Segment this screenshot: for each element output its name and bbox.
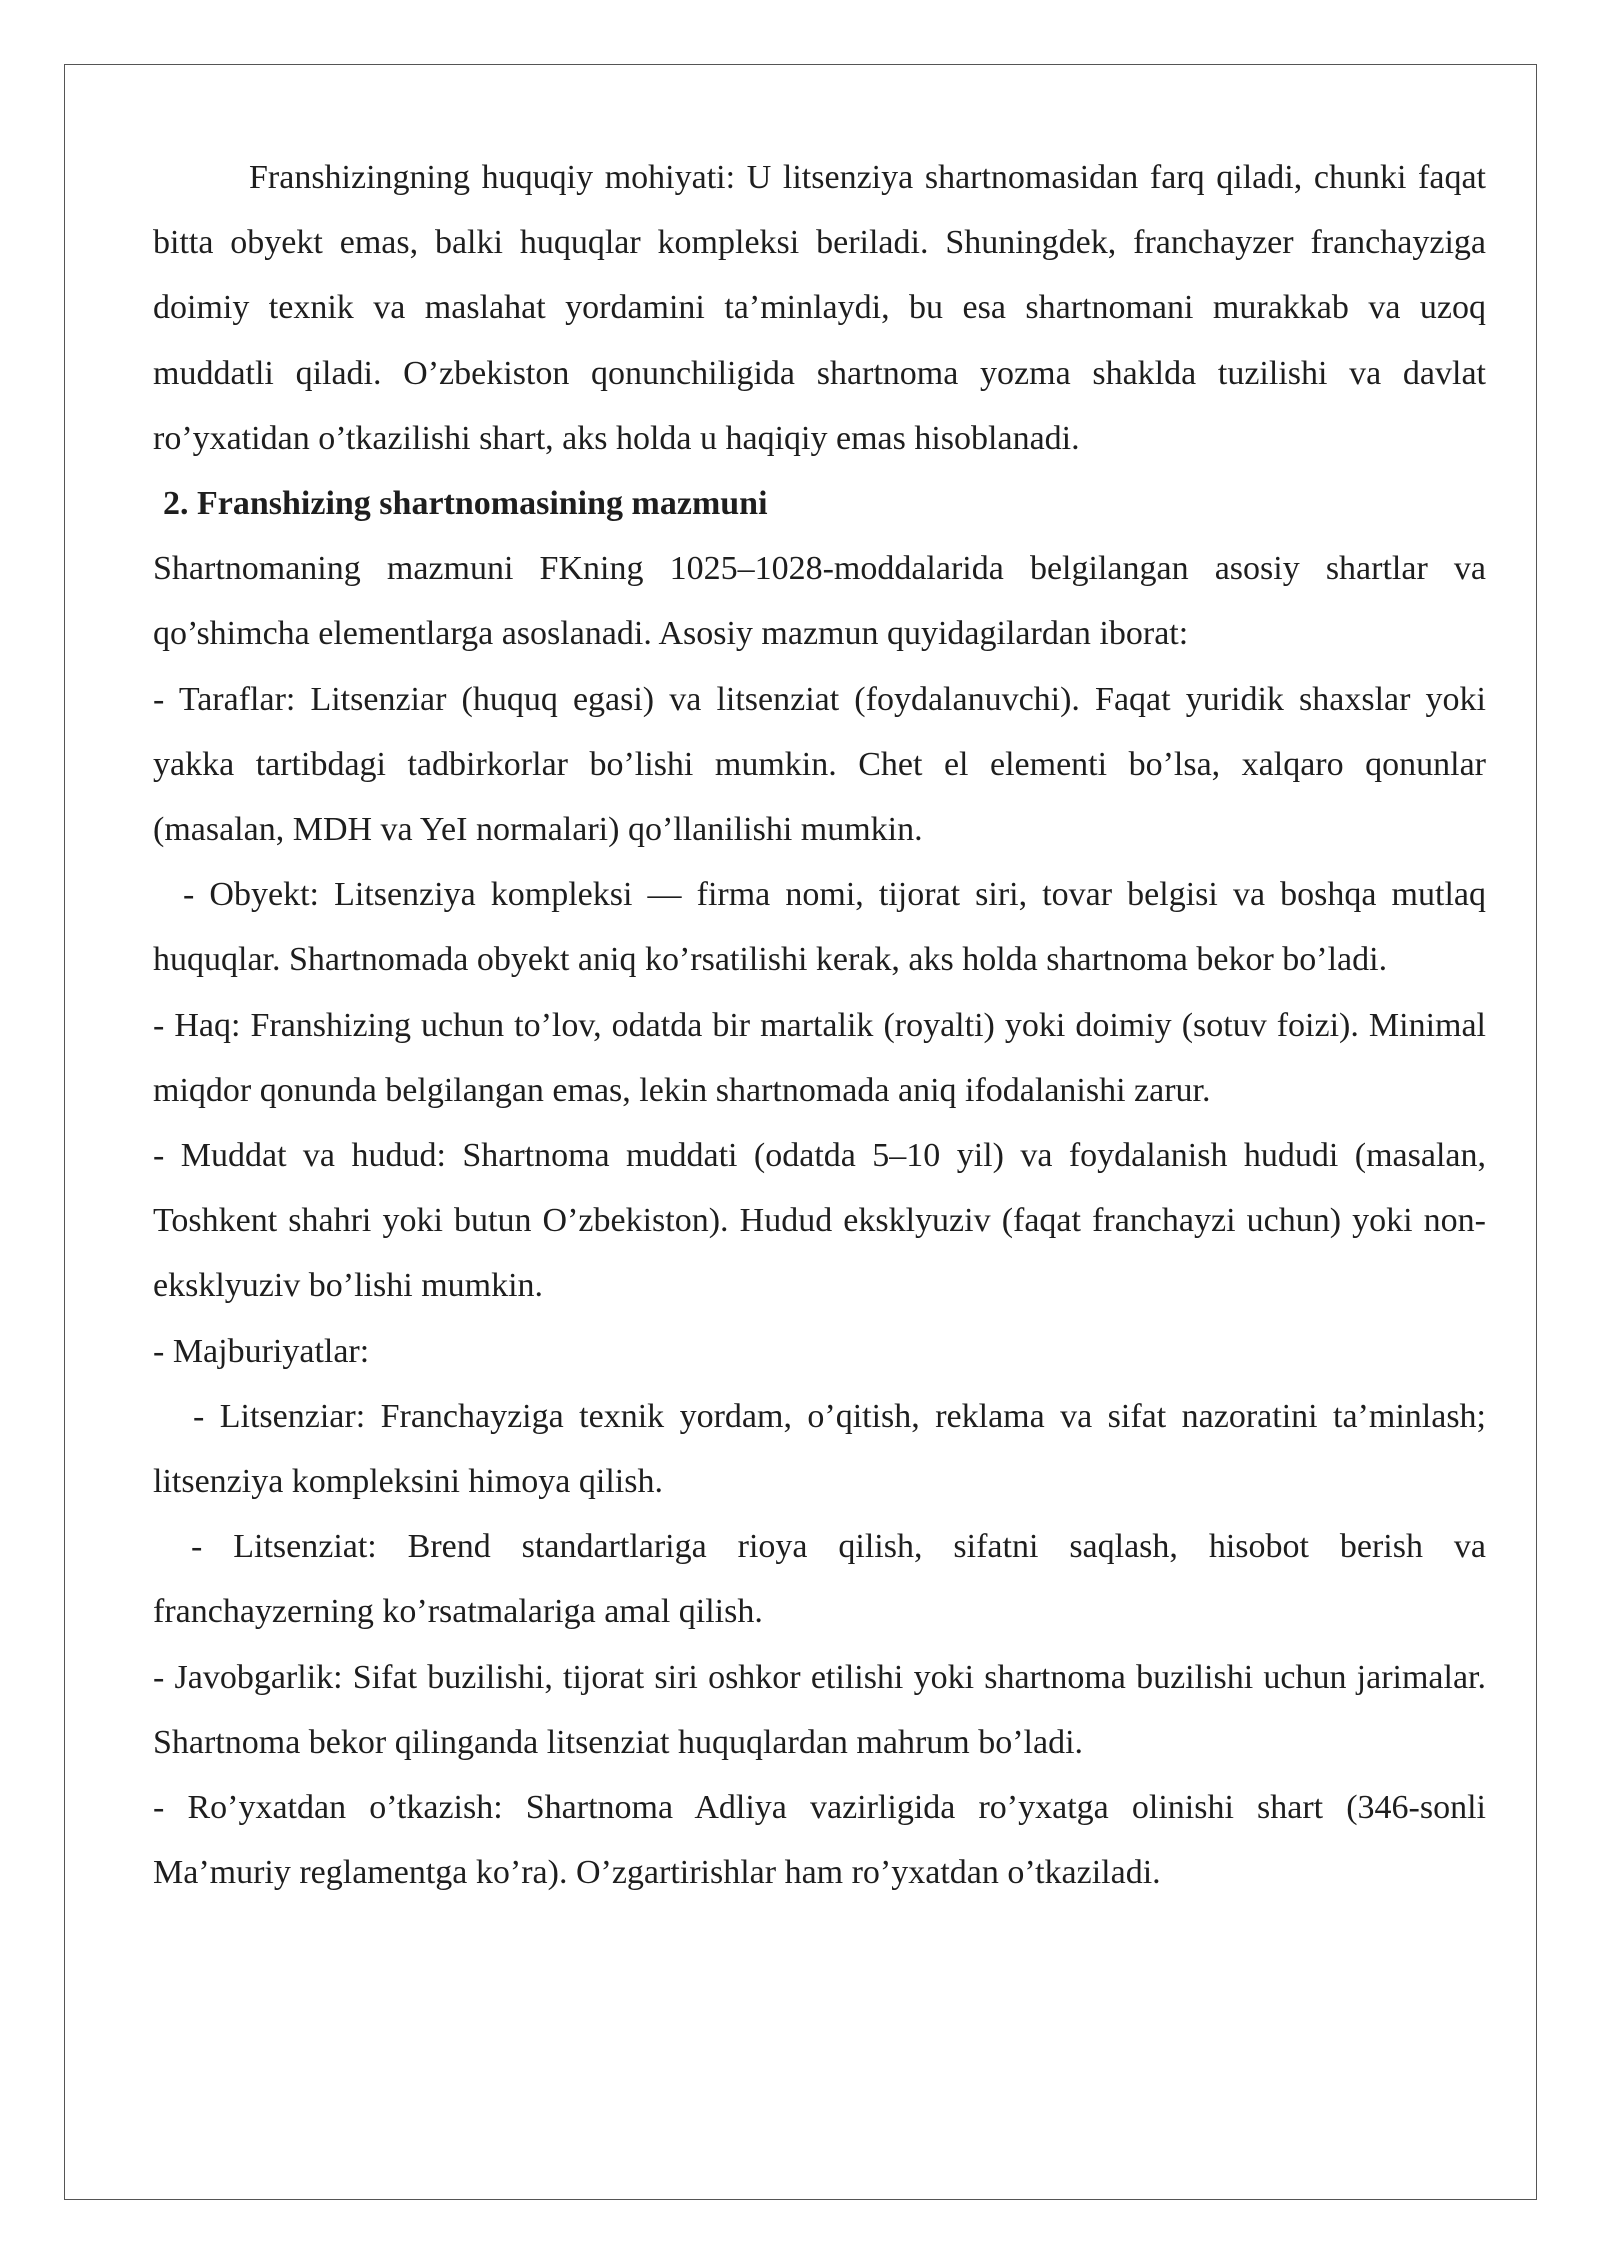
- document-body: [153, 145, 1486, 1905]
- list-item-term-territory: - Muddat va hudud: Shartnoma muddati (odatda 5–10 yil) va foydalanish hududi (masalan, Toshkent shahri yoki butun O’zbekiston). Hudud eksklyuziv (faqat franchayzi uchun) yoki non-eksklyuziv bo’lishi mumkin.: [153, 1137, 1486, 1305]
- list-subitem-licensor: - Litsenziar: Franchayziga texnik yordam, o’qitish, reklama va sifat nazoratini ta’minlash; litsenziya kompleksini himoya qilish.: [153, 1397, 1486, 1501]
- paragraph-legal-nature: Franshizingning huquqiy mohiyati: U litsenziya shartnomasidan farq qiladi, chunki faqat bitta obyekt emas, balki huquqlar kompleksi beriladi. Shuningdek, franchayzer franchayziga doimiy texnik va maslahat yordamini ta’minlaydi, bu esa shartnomani murakkab va uzoq muddatli qiladi. O’zbekiston qonunchiligida shartnoma yozma shaklda tuzilishi va davlat ro’yxatidan o’tkazilishi shart, aks holda u haqiqiy emas hisoblanadi.: [153, 159, 1486, 457]
- list-item-fee: - Haq: Franshizing uchun to’lov, odatda bir martalik (royalti) yoki doimiy (sotuv foizi). Minimal miqdor qonunda belgilangan emas, lekin shartnomada aniq ifodalanishi zarur.: [153, 1006, 1486, 1109]
- list-item-object: - Obyekt: Litsenziya kompleksi — firma nomi, tijorat siri, tovar belgisi va boshqa mutlaq huquqlar. Shartnomada obyekt aniq ko’rsatilishi kerak, aks holda shartnoma bekor bo’ladi.: [153, 876, 1486, 979]
- paragraph-contract-content: Shartnomaning mazmuni FKning 1025–1028-moddalarida belgilangan asosiy shartlar va qo’shimcha elementlarga asoslanadi. Asosiy mazmun quyidagilardan iborat:: [153, 550, 1486, 653]
- list-subitem-licensee: - Litsenziat: Brend standartlariga rioya qilish, sifatni saqlash, hisobot berish va franchayzerning ko’rsatmalariga amal qilish.: [153, 1528, 1486, 1631]
- list-item-liability: - Javobgarlik: Sifat buzilishi, tijorat siri oshkor etilishi yoki shartnoma buzilishi uchun jarimalar. Shartnoma bekor qilinganda litsenziat huquqlardan mahrum bo’ladi.: [153, 1658, 1486, 1761]
- section-heading: 2. Franshizing shartnomasining mazmuni: [163, 485, 768, 523]
- list-item-parties: - Taraflar: Litsenziar (huquq egasi) va litsenziat (foydalanuvchi). Faqat yuridik shaxslar yoki yakka tartibdagi tadbirkorlar bo’lishi mumkin. Chet el elementi bo’lsa, xalqaro qonunlar (masalan, MDH va YeI normalari) qo’llanilishi mumkin.: [153, 680, 1486, 849]
- list-item-registration: - Ro’yxatdan o’tkazish: Shartnoma Adliya vazirligida ro’yxatga olinishi shart (346-sonli Ma’muriy reglamentga ko’ra). O’zgartirishlar ham ro’yxatdan o’tkaziladi.: [153, 1789, 1486, 1892]
- list-item-obligations: - Majburiyatlar:: [153, 1332, 370, 1370]
